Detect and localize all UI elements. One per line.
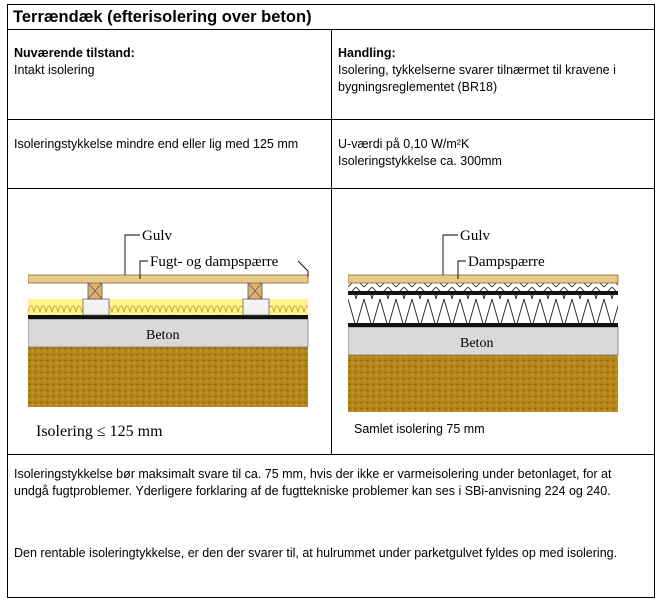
current-state-heading: Nuværende tilstand: xyxy=(14,46,135,60)
u-value-text: U-værdi på 0,10 W/m²K xyxy=(338,137,470,151)
action-cell xyxy=(338,45,648,96)
membrane-layer xyxy=(28,315,308,319)
batten xyxy=(243,283,269,315)
action-heading: Handling: xyxy=(338,46,396,60)
soil-layer xyxy=(28,347,308,407)
floor-section-diagram-proposed xyxy=(348,215,648,445)
leader-line xyxy=(443,235,458,275)
column-divider xyxy=(331,29,332,454)
page-title: Terrændæk (efterisolering over beton) xyxy=(13,8,312,26)
upper-insulation-layer xyxy=(348,283,618,291)
floor-board xyxy=(348,275,618,283)
requirement-left: Isoleringstykkelse mindre end eller lig med 125 mm xyxy=(14,137,299,151)
insulation-pattern xyxy=(348,295,618,323)
floor-board xyxy=(28,275,308,283)
assessment-table xyxy=(7,4,655,598)
label-membrane: Fugt- og dampspærre xyxy=(150,254,279,270)
vapour-barrier xyxy=(348,291,618,295)
requirement-right xyxy=(338,136,648,170)
notes-paragraph-1: Isoleringstykkelse bør maksimalt svare til ca. 75 mm, hvis der ikke er varmeisolering under betonlaget, for at undgå fugtproblemer. Yderligere forklaring af de fugttekniske problemer kan ses i SBi-anvisning 224 og 240. xyxy=(14,467,612,498)
notes-paragraph-2: Den rentable isoleringtykkelse, er den der svarer til, at hulrummet under parketgulvet fyldes op med isolering. xyxy=(14,546,618,560)
label-beton: Beton xyxy=(146,328,180,343)
current-state-cell xyxy=(14,45,324,79)
label-beton: Beton xyxy=(460,336,494,351)
label-gulv: Gulv xyxy=(460,228,490,244)
membrane-layer xyxy=(348,323,618,327)
batten xyxy=(83,283,109,315)
label-gulv: Gulv xyxy=(142,228,172,244)
action-text: Isolering, tykkelserne svarer tilnærmet til kravene i bygningsreglementet (BR18) xyxy=(338,63,616,94)
label-membrane: Dampspærre xyxy=(468,254,545,270)
diagram-caption: Samlet isolering 75 mm xyxy=(354,422,485,436)
divider xyxy=(8,454,654,455)
current-state-text: Intakt isolering xyxy=(14,63,95,77)
soil-layer xyxy=(348,355,618,412)
diagram-caption: Isolering ≤ 125 mm xyxy=(36,423,163,440)
floor-section-diagram-existing xyxy=(28,215,328,450)
insulation-thickness-text: Isoleringstykkelse ca. 300mm xyxy=(338,154,502,168)
leader-line xyxy=(125,235,140,275)
